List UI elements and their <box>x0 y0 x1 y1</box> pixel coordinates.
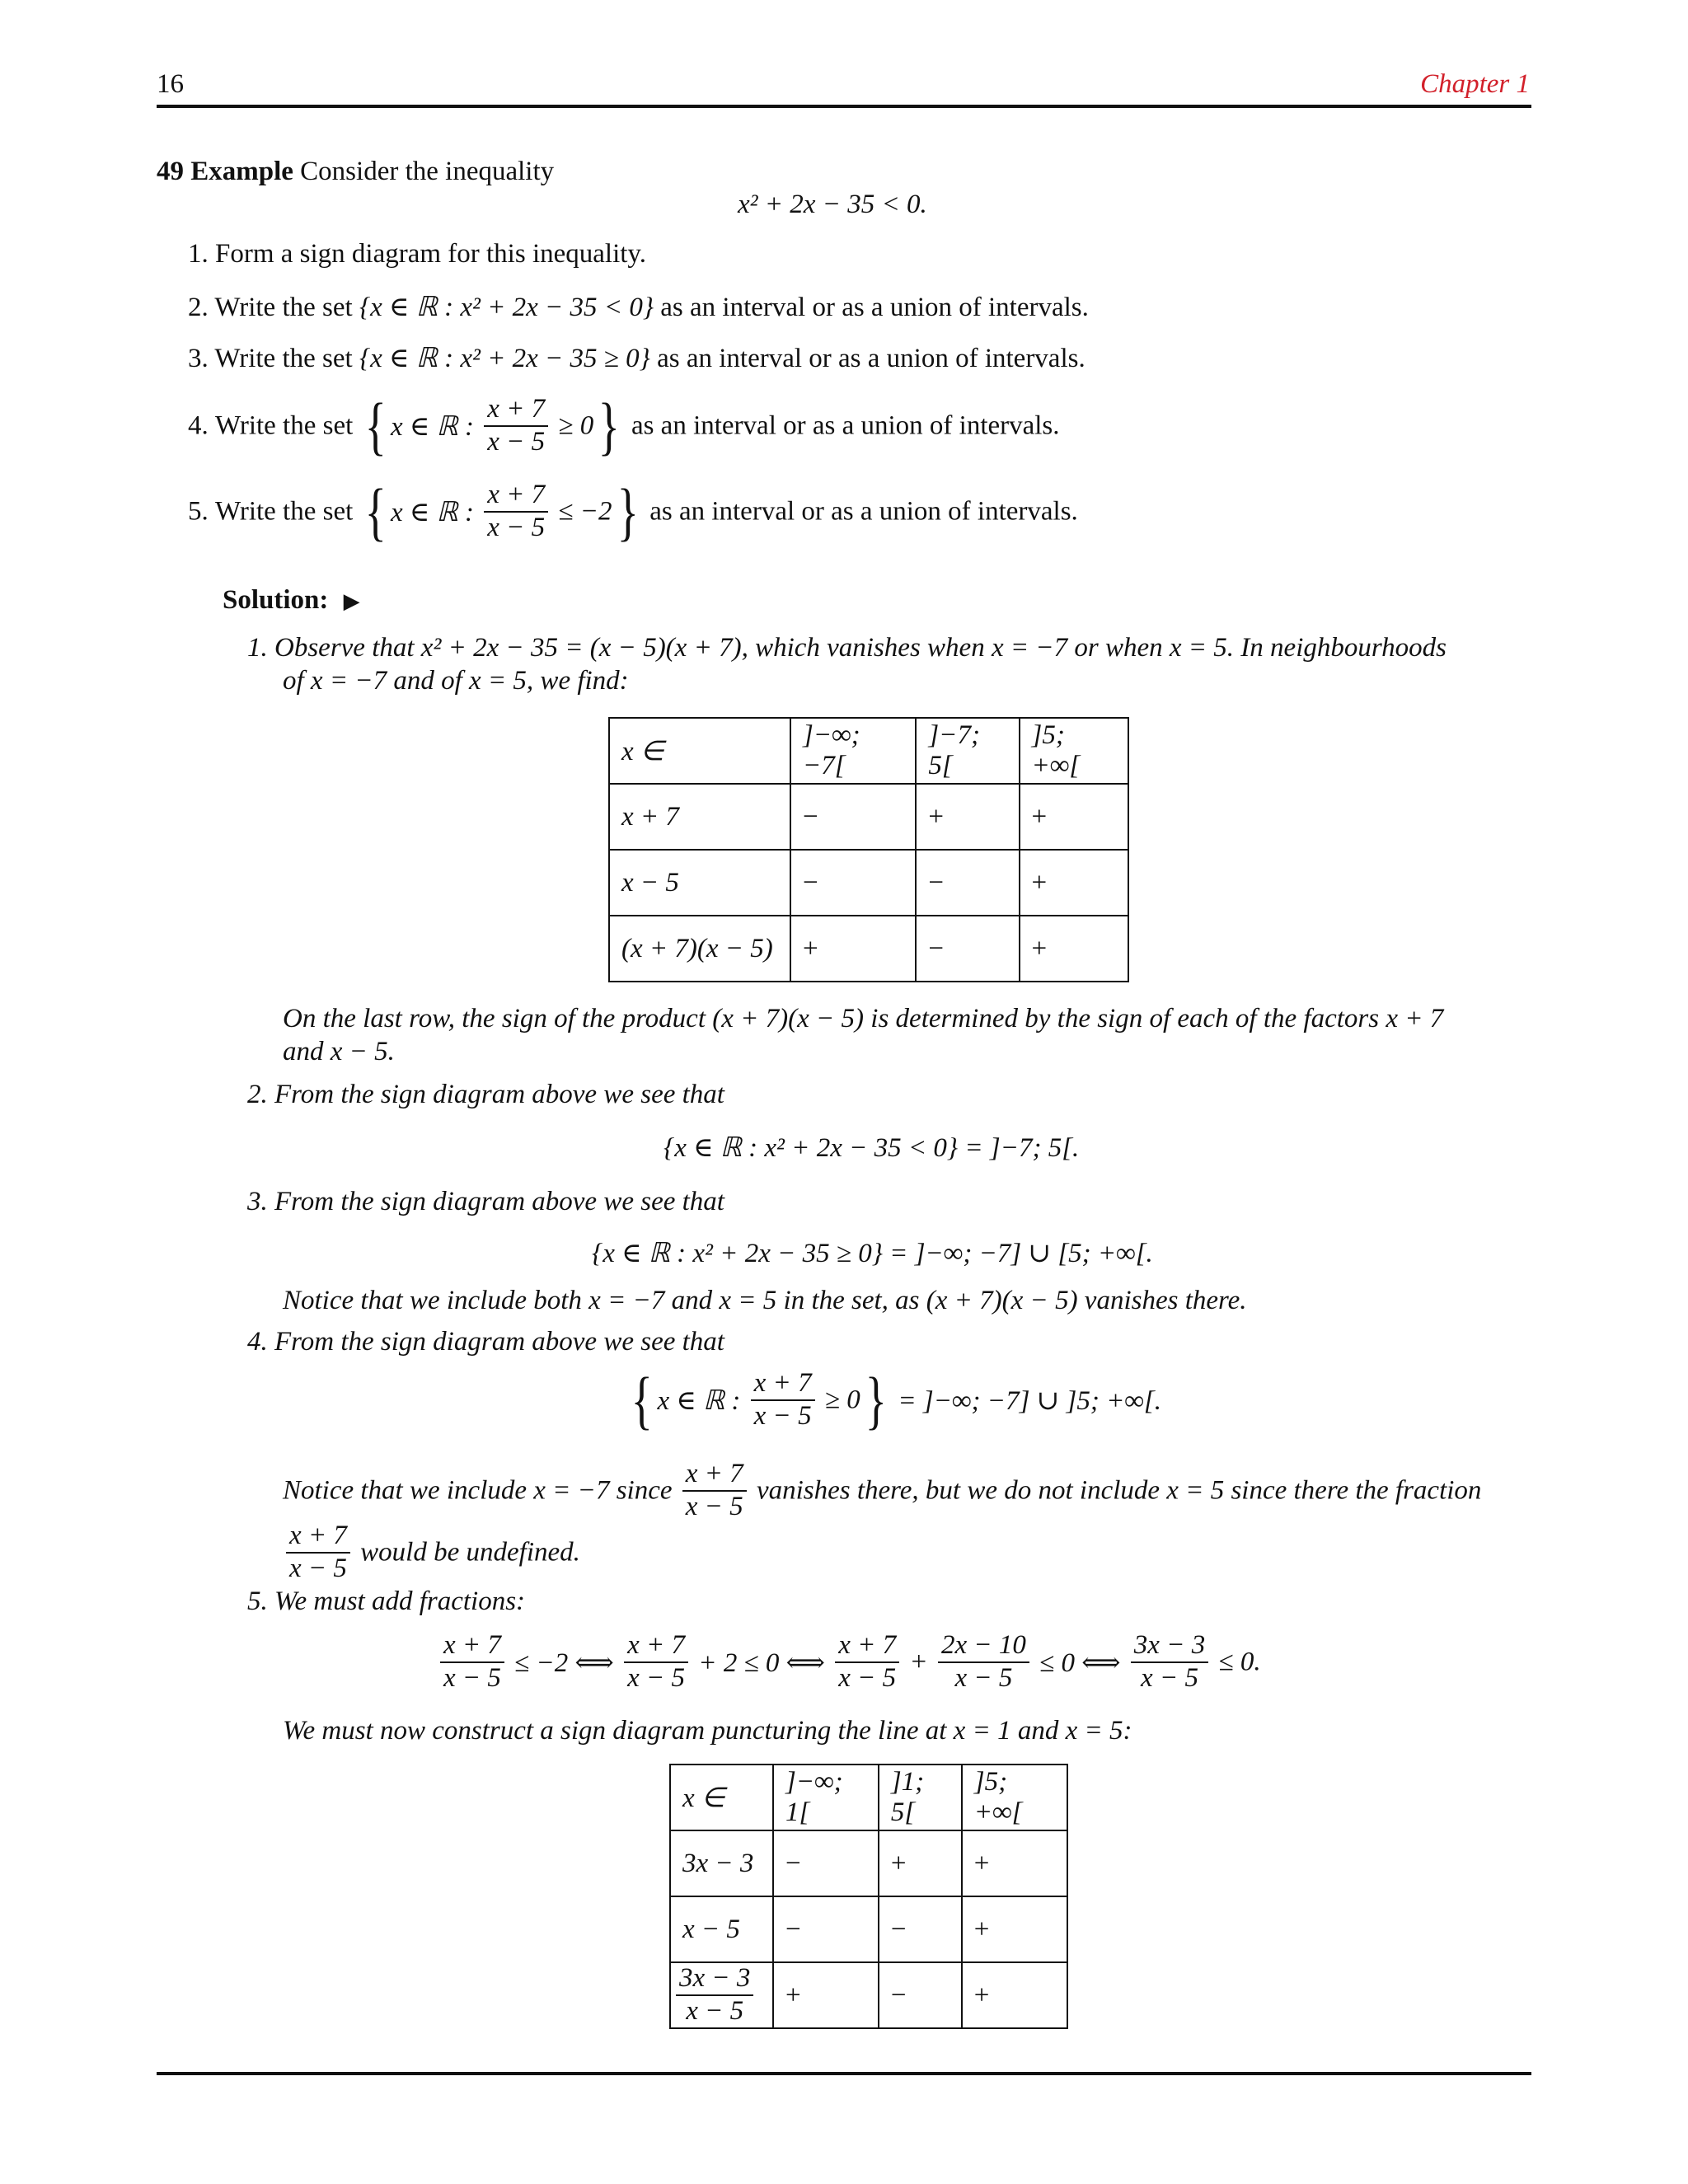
solution-1-after1: On the last row, the sign of the product (x + 7)(x − 5) is determined by the sign of each of the factors x + 7 <box>283 1004 1444 1033</box>
table-row: x − 5 − − + <box>670 1896 1067 1962</box>
question-1: 1. Form a sign diagram for this inequality. <box>188 239 647 269</box>
question-3: 3. Write the set {x ∈ ℝ : x² + 2x − 35 ≥ 0} as an interval or as a union of intervals. <box>188 344 1085 373</box>
table-row: x ∈ ]−∞; 1[ ]1; 5[ ]5; +∞[ <box>670 1765 1067 1830</box>
solution-1-line1: 1. Observe that x² + 2x − 35 = (x − 5)(x + 7), which vanishes when x = −7 or when x = 5. In neighbourhoods <box>247 633 1447 663</box>
example-intro: Consider the inequality <box>300 157 555 186</box>
solution-5-text: 5. We must add fractions: <box>247 1586 526 1616</box>
solution-3-text: 3. From the sign diagram above we see that <box>247 1187 724 1216</box>
solution-4-text: 4. From the sign diagram above we see that <box>247 1327 724 1357</box>
example-label: Example <box>190 157 293 186</box>
question-4: 4. Write the set { x ∈ ℝ : $\frac{x + 7}{x - 5}$ ≥ 0} as an interval or as a union of intervals. <box>188 390 1060 462</box>
header-rule <box>157 105 1531 108</box>
question-2: 2. Write the set {x ∈ ℝ : x² + 2x − 35 < 0} as an interval or as a union of intervals. <box>188 293 1089 322</box>
question-5: 5. Write the set { x ∈ ℝ : $\frac{x + 7}{x - 5}$ ≤ −2} as an interval or as a union of intervals. <box>188 476 1078 547</box>
solution-4-display: { x ∈ ℝ : $\frac{x + 7}{x - 5}$ ≥ 0} = ]−∞; −7] ∪ ]5; +∞[. <box>631 1364 1162 1436</box>
solution-marker-icon: ▶ <box>343 589 360 613</box>
solution-2-display: {x ∈ ℝ : x² + 2x − 35 < 0} = ]−7; 5[. <box>663 1133 1080 1163</box>
table-row: x − 5 − − + <box>609 850 1128 916</box>
solution-3-display: {x ∈ ℝ : x² + 2x − 35 ≥ 0} = ]−∞; −7] ∪ [5; +∞[. <box>592 1239 1153 1268</box>
solution-label: Solution: ▶ <box>223 585 360 615</box>
solution-4-note: Notice that we include x = −7 since $\frac{x + 7}{x - 5}$ vanishes there, but we do not include x = 5 since there the fraction <box>283 1459 1482 1521</box>
table-row: x + 7 − + + <box>609 784 1128 850</box>
chapter-title: Chapter 1 <box>1420 69 1530 99</box>
solution-5-equation: $\frac{x + 7}{x - 5}$ ≤ −2 ⟺ $\frac{x + 7}{x - 5}$ + 2 ≤ 0 ⟺ $\frac{x + 7}{x - 5}$ + $\frac{2x - 10}{x - 5}$ ≤ 0 ⟺ $\frac{3x - 3}{x - 5}$ ≤ 0. <box>437 1630 1261 1694</box>
table-row: (x + 7)(x − 5) + − + <box>609 916 1128 982</box>
solution-4-note-end: $\frac{x + 7}{x - 5}$ would be undefined. <box>283 1521 580 1585</box>
table-row: $\frac{3x - 3}{x - 5}$ + − + <box>670 1962 1067 2028</box>
solution-2-text: 2. From the sign diagram above we see that <box>247 1080 724 1109</box>
solution-5-after: We must now construct a sign diagram puncturing the line at x = 1 and x = 5: <box>283 1716 1132 1746</box>
table-row: x ∈ ]−∞; −7[ ]−7; 5[ ]5; +∞[ <box>609 718 1128 784</box>
footer-rule <box>157 2072 1531 2075</box>
solution-3-note: Notice that we include both x = −7 and x = 5 in the set, as (x + 7)(x − 5) vanishes there. <box>283 1286 1247 1315</box>
sign-diagram-1 <box>608 717 1129 982</box>
solution-1-after2: and x − 5. <box>283 1037 395 1066</box>
table-row: 3x − 3 − + + <box>670 1830 1067 1896</box>
example-number: 49 <box>157 157 184 186</box>
sign-diagram-2 <box>669 1764 1068 2029</box>
example-heading <box>157 157 554 187</box>
page-number: 16 <box>157 69 184 99</box>
solution-1-line2: of x = −7 and of x = 5, we find: <box>283 666 629 696</box>
example-display-inequality: x² + 2x − 35 < 0. <box>738 190 927 219</box>
